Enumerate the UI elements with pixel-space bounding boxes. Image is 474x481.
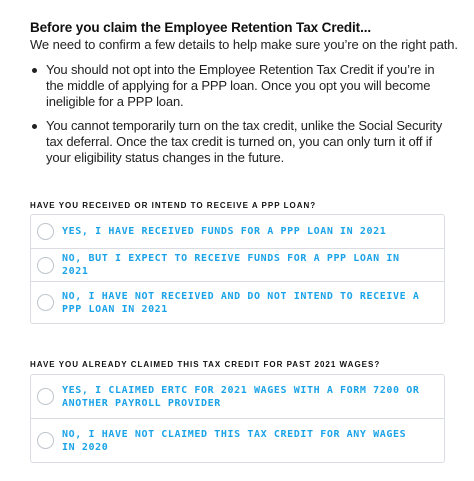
option-label: YES, I HAVE RECEIVED FUNDS FOR A PPP LOAN IN 2021 <box>62 226 387 237</box>
radio-button[interactable] <box>37 257 54 274</box>
bullet-text: You should not opt into the Employee Retention Tax Credit if you’re in the middle of applying for a PPP loan. Once you opt you will become ineligible for a PPP loan. <box>46 62 435 109</box>
option-ppp-not-received[interactable] <box>31 282 444 323</box>
option-label: NO, BUT I EXPECT TO RECEIVE FUNDS FOR A PPP LOAN IN 2021 <box>62 253 400 277</box>
info-bullet-list <box>30 62 450 174</box>
option-label: YES, I CLAIMED ERTC FOR 2021 WAGES WITH A FORM 7200 OR ANOTHER PAYROLL PROVIDER <box>62 384 420 409</box>
question-ppp-loan-options <box>30 214 445 324</box>
radio-button[interactable] <box>37 294 54 311</box>
page-title: Before you claim the Employee Retention Tax Credit... <box>30 20 372 35</box>
radio-button[interactable] <box>37 223 54 240</box>
bullet-item <box>30 118 450 166</box>
bullet-item <box>30 62 450 110</box>
option-label: NO, I HAVE NOT RECEIVED AND DO NOT INTEND TO RECEIVE A PPP LOAN IN 2021 <box>62 290 420 315</box>
option-not-claimed[interactable] <box>31 419 444 462</box>
option-ppp-received[interactable] <box>31 215 444 249</box>
radio-button[interactable] <box>37 432 54 449</box>
option-claimed-ertc[interactable] <box>31 375 444 419</box>
bullet-dot-icon <box>32 124 37 129</box>
option-label: NO, I HAVE NOT CLAIMED THIS TAX CREDIT FOR ANY WAGES IN 2020 <box>62 428 407 453</box>
bullet-dot-icon <box>32 68 37 73</box>
question-claimed-credit-label: HAVE YOU ALREADY CLAIMED THIS TAX CREDIT FOR PAST 2021 WAGES? <box>30 360 381 369</box>
page-subtitle: We need to confirm a few details to help make sure you’re on the right path. <box>30 37 458 52</box>
bullet-text: You cannot temporarily turn on the tax credit, unlike the Social Security tax deferral. Once the tax credit is turned on, you can only turn it off if your eligibility status changes in the future. <box>46 118 443 165</box>
radio-button[interactable] <box>37 388 54 405</box>
question-claimed-credit-options <box>30 374 445 463</box>
question-ppp-loan-label: HAVE YOU RECEIVED OR INTEND TO RECEIVE A PPP LOAN? <box>30 201 317 210</box>
option-ppp-expect[interactable] <box>31 249 444 282</box>
